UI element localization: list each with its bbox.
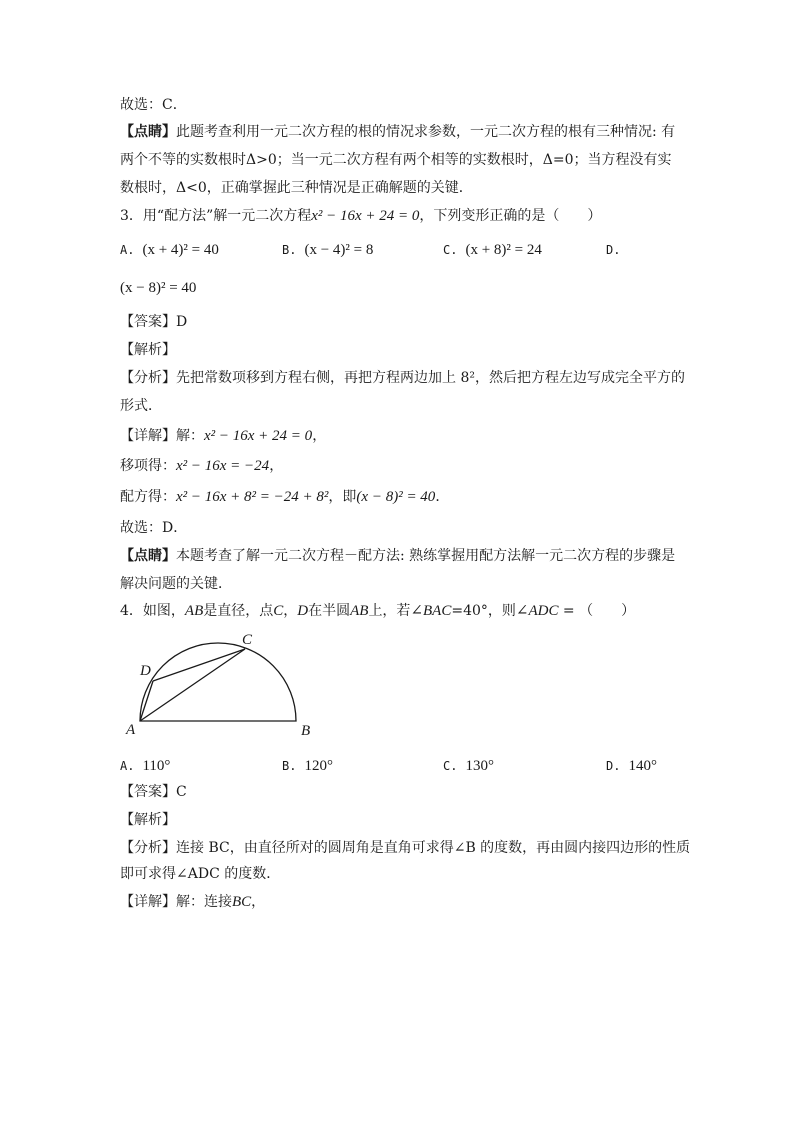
segment-ab: AB [184, 603, 204, 619]
label-c: C [242, 632, 253, 648]
point-d: D [297, 603, 309, 619]
equation: x² − 16x + 24 = 0 [204, 428, 313, 444]
punctuation: ， [269, 458, 284, 474]
option-label: A. [120, 243, 135, 257]
option-label: C. [443, 243, 458, 257]
q3-stem-text: ，下列变形正确的是（ ） [419, 208, 602, 224]
q3-conclusion [120, 518, 187, 538]
chord-ac [140, 649, 245, 721]
semicircle-outline [140, 643, 296, 721]
equation: x² − 16x = −24 [176, 458, 270, 474]
q3-answer [120, 312, 187, 332]
q4-stem-text: = （ ） [558, 603, 636, 619]
xiangjie-tag: 【详解】 [120, 428, 176, 444]
prev-answer-conclusion [120, 95, 187, 115]
option-value: (x + 4)² = 40 [142, 242, 219, 258]
fenxi-tag: 【分析】 [120, 840, 176, 856]
option-label: D. [606, 759, 621, 773]
option-value: 120° [304, 758, 333, 774]
answer-tag: 【答案】 [120, 784, 176, 800]
punctuation: ， [251, 894, 266, 910]
equation: (x − 8)² = 40 [356, 489, 436, 505]
point-c: C [273, 603, 284, 619]
yixiang-text: 移项得： [120, 458, 176, 474]
q4-stem-text: =40°，则 [451, 603, 516, 619]
answer-value: D [176, 314, 188, 330]
xiangjie-text: 解：连接 [176, 894, 232, 910]
option-value: 110° [142, 758, 171, 774]
q4-option-d [606, 756, 657, 777]
segment-ab: AB [350, 603, 369, 619]
q4-stem [120, 601, 635, 621]
label-a: A [126, 722, 136, 738]
q4-fenxi-line-2 [120, 864, 280, 884]
q4-fenxi-line-1 [120, 838, 690, 858]
equation: x² − 16x + 8² = −24 + 8² [176, 489, 329, 505]
option-value: 140° [628, 758, 657, 774]
q3-jiexi [120, 340, 176, 360]
option-label: B. [282, 759, 297, 773]
q3-fenxi-line-2 [120, 396, 162, 416]
q4-jiexi [120, 810, 176, 830]
dianjing-tag: 【点睛】 [120, 548, 176, 564]
q4-xiangjie-line [120, 892, 265, 912]
fenxi-text: 先把常数项移到方程右侧，再把方程两边加上 8²，然后把方程左边写成完全平方的 [176, 370, 685, 386]
fenxi-tag: 【分析】 [120, 370, 176, 386]
q3-option-d-value [120, 278, 196, 299]
q3-stem-text: 3．用“配方法”解一元二次方程 [120, 208, 312, 224]
label-b: B [301, 723, 311, 739]
q3-peifang-line [120, 487, 449, 507]
fenxi-text: 形式． [120, 398, 162, 414]
dianjing-tag: 【点睛】 [120, 124, 176, 140]
fenxi-text: 即可求得∠ADC 的度数． [120, 866, 281, 882]
prev-dianjing-line-2 [120, 150, 672, 170]
answer-tag: 【答案】 [120, 314, 176, 330]
xiangjie-tag: 【详解】 [120, 894, 176, 910]
q3-option-c [443, 240, 542, 261]
q3-fenxi-line-1 [120, 368, 685, 388]
option-label: A. [120, 759, 135, 773]
label-d: D [140, 663, 151, 679]
q4-answer [120, 782, 187, 802]
angle-bac: ∠BAC [410, 603, 452, 619]
q4-stem-text: 上，若 [368, 603, 411, 619]
segment-bc: BC [232, 894, 252, 910]
xiangjie-text: 解： [176, 428, 204, 444]
dianjing-text: 两个不等的实数根时Δ>0；当一元二次方程有两个相等的实数根时，Δ=0；当方程没有实 [120, 152, 672, 168]
q4-option-b [282, 756, 333, 777]
q4-stem-text: 4．如图， [120, 603, 185, 619]
option-value: (x − 8)² = 40 [120, 280, 197, 296]
q3-option-b [282, 240, 373, 261]
jiexi-tag: 【解析】 [120, 342, 176, 358]
conclusion-text: 故选：D． [120, 520, 188, 536]
peifang-text: 配方得： [120, 489, 176, 505]
angle-adc: ∠ADC [515, 603, 559, 619]
peifang-text: ，即 [328, 489, 357, 505]
conclusion-text: 故选：C． [120, 97, 187, 113]
q4-option-a [120, 756, 170, 777]
semicircle-diagram [120, 628, 320, 743]
dianjing-text: 数根时，Δ<0，正确掌握此三种情况是正确解题的关键． [120, 180, 473, 196]
punctuation: ， [283, 603, 298, 619]
option-value: 130° [465, 758, 494, 774]
option-value: (x + 8)² = 24 [465, 242, 542, 258]
prev-dianjing-line-3 [120, 178, 473, 198]
q3-dianjing-line-1 [120, 546, 675, 566]
dianjing-text: 解决问题的关键． [120, 576, 232, 592]
punctuation: ， [312, 428, 327, 444]
q3-dianjing-line-2 [120, 574, 232, 594]
q4-stem-text: 是直径，点 [203, 603, 274, 619]
jiexi-tag: 【解析】 [120, 812, 176, 828]
q3-stem [120, 206, 601, 226]
q3-option-d [606, 240, 628, 261]
option-label: B. [282, 243, 297, 257]
option-label: C. [443, 759, 458, 773]
q4-stem-text: 在半圆 [308, 603, 351, 619]
q3-xiangjie-line-1 [120, 426, 326, 446]
prev-dianjing-line-1 [120, 122, 675, 142]
option-label: D. [606, 243, 621, 257]
dianjing-text: 本题考查了解一元二次方程－配方法: 熟练掌握用配方法解一元二次方程的步骤是 [176, 548, 676, 564]
dianjing-text: 此题考查利用一元二次方程的根的情况求参数，一元二次方程的根有三种情况: 有 [176, 124, 676, 140]
punctuation: ． [435, 489, 450, 505]
q3-yixiang-line [120, 456, 283, 476]
semicircle-figure [120, 628, 320, 743]
option-value: (x − 4)² = 8 [304, 242, 374, 258]
q3-equation: x² − 16x + 24 = 0 [311, 208, 420, 224]
fenxi-text: 连接 BC，由直径所对的圆周角是直角可求得∠B 的度数，再由圆内接四边形的性质 [176, 840, 691, 856]
chord-dc [153, 649, 245, 681]
q4-option-c [443, 756, 494, 777]
answer-value: C [176, 784, 187, 800]
q3-option-a [120, 240, 219, 261]
